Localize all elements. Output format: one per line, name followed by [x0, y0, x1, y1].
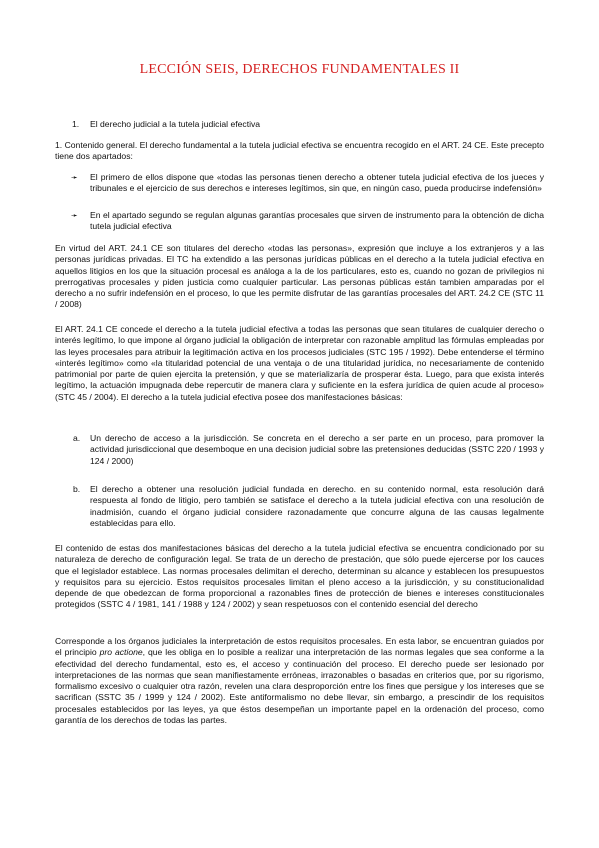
bullet-text: El primero de ellos dispone que «todas las personas tienen derecho a obtener tutela judicial efectiva de los jueces y tribunales e el ejercicio de sus derechos e intereses legítimos, sin que, en ningún caso, pueda producirse indefensión» [90, 172, 544, 194]
list-text: Un derecho de acceso a la jurisdicción. Se concreta en el derecho a ser parte en un proceso, para promover la actividad jurisdiccional que desemboque en una decision judicial sobre las pretensiones deducidas (SSTC 220 / 1993 y 124 / 2000) [90, 433, 544, 466]
list-text: El derecho a obtener una resolución judicial fundada en derecho. en su contenido normal, esta resolución dará respuesta al fondo de litigio, pero también se satisface el derecho a la tutela judicial efectiva con una resolución de inadmisión, cuando el órgano judicial considere razonadamente que concurre alguna de las causas legalmente establecidas para ello. [90, 484, 544, 528]
paragraph-interes-legitimo: El ART. 24.1 CE concede el derecho a la tutela judicial efectiva a todas las personas que sean titulares de cualquier derecho o interés legítimo, lo que impone al órgano judicial la obligación de interpretar con razonable amplitud las fórmulas empleadas por las leyes procesales para atribuir la legitimación activa en los procesos judiciales (STC 195 / 1992). Debe entenderse el término «interés legítimo» como «la titularidad potencial de una ventaja o de una titularidad jurídica, no necesariamente de contenido patrimonial por parte de quien ejercita la pretensión, y que se materializaría de prosperar ésta. Luego, para que exista interés legítimo, la actuación impugnada debe repercutir de manera clara y suficiente en la esfera jurídica de quien acude al proceso» (STC 45 / 2004). El derecho a la tutela judicial efectiva posee dos manifestaciones básicas: [55, 324, 544, 402]
section-heading [72, 119, 260, 129]
paragraph-text: , que les obliga en lo posible a realizar una interpretación de las normas legales que sea conforme a la efectividad del derecho fundamental, esto es, el acceso y continuación del proceso. El derecho puede ser lesionado por interpretaciones de las normas que sean manifiestamente erróneas, irrazonables o basadas en criterios que, por su rigorismo, formalismo excesivo o cualquier otra razón, revelen una clara desproporción entre los fines que persigue y los intereses que se sacrifican (SSTC 35 / 1999 y 124 / 2002). Este antiformalismo no debe llevar, sin embargo, a prescindir de los requisitos procesales establecidos por las leyes, ya que éstos desempeñan un importante papel en la ordenación del proceso, como garantía de los derechos de todas las partes. [55, 647, 545, 726]
section-label: El derecho judicial a la tutela judicial efectiva [90, 119, 261, 129]
arrow-bullet-icon: ➛ [71, 211, 78, 220]
section-number: 1. [72, 119, 80, 129]
bullet-item [55, 172, 544, 195]
paragraph-configuracion-legal: El contenido de estas dos manifestaciones básicas del derecho a la tutela judicial efectiva se encuentra condicionado por su naturaleza de derecho de configuración legal. Se trata de un derecho de prestación, que sólo puede ejercerse por los cauces que el legislador establece. Las normas procesales delimitan el derecho, determinan su alcance y establecen los presupuestos y requisitos para su ejercicio. Estos requisitos procesales limitan el pleno acceso a la jurisdicción, y su constitucionalidad depende de que obedezcan de forma proporcional a razonables fines de protección de bienes e intereses constitucionales protegidos (SSTC 4 / 1981, 141 / 1988 y 124 / 2002) y sean respetuosos con el contenido esencial del derecho [55, 543, 544, 610]
list-item [55, 484, 544, 529]
list-marker: b. [73, 484, 81, 494]
paragraph-contenido-general: 1. Contenido general. El derecho fundamental a la tutela judicial efectiva se encuentra recogido en el ART. 24 CE. Este precepto tiene dos apartados: [55, 140, 544, 162]
bullet-text: En el apartado segundo se regulan algunas garantías procesales que sirven de instrumento para la obtención de dicha tutela judicial efectiva [90, 210, 544, 232]
page-title: LECCIÓN SEIS, DERECHOS FUNDAMENTALES II [139, 62, 460, 77]
paragraph-text: Corresponde a los órganos judiciales la interpretación de estos requisitos procesales. En esta labor, se encuentran guiados por el principio [55, 636, 544, 658]
paragraph-titulares: En virtud del ART. 24.1 CE son titulares del derecho «todas las personas», expresión que incluye a los extranjeros y a las personas jurídicas privadas. El TC ha extendido a las personas jurídicas públicas en el derecho a la tutela judicial efectiva en aquellos litigios en los que la situación procesal es análoga a la de los particulares, esto es, cuando no gozan de privilegios ni prerrogativas procesales y piden justicia como cualquier particular. Las personas públicas están tambien amparadas por el derecho a no sufrir indefensión en el proceso, lo que les permite disfrutar de las garantías procesales del ART. 24.2 CE (STC 11 / 2008) [55, 243, 544, 310]
bullet-item [55, 210, 544, 233]
paragraph-pro-actione [55, 636, 544, 726]
list-marker: a. [73, 433, 81, 443]
list-item [55, 433, 544, 467]
italic-term: pro actione [99, 647, 143, 658]
arrow-bullet-icon: ➛ [71, 173, 78, 182]
